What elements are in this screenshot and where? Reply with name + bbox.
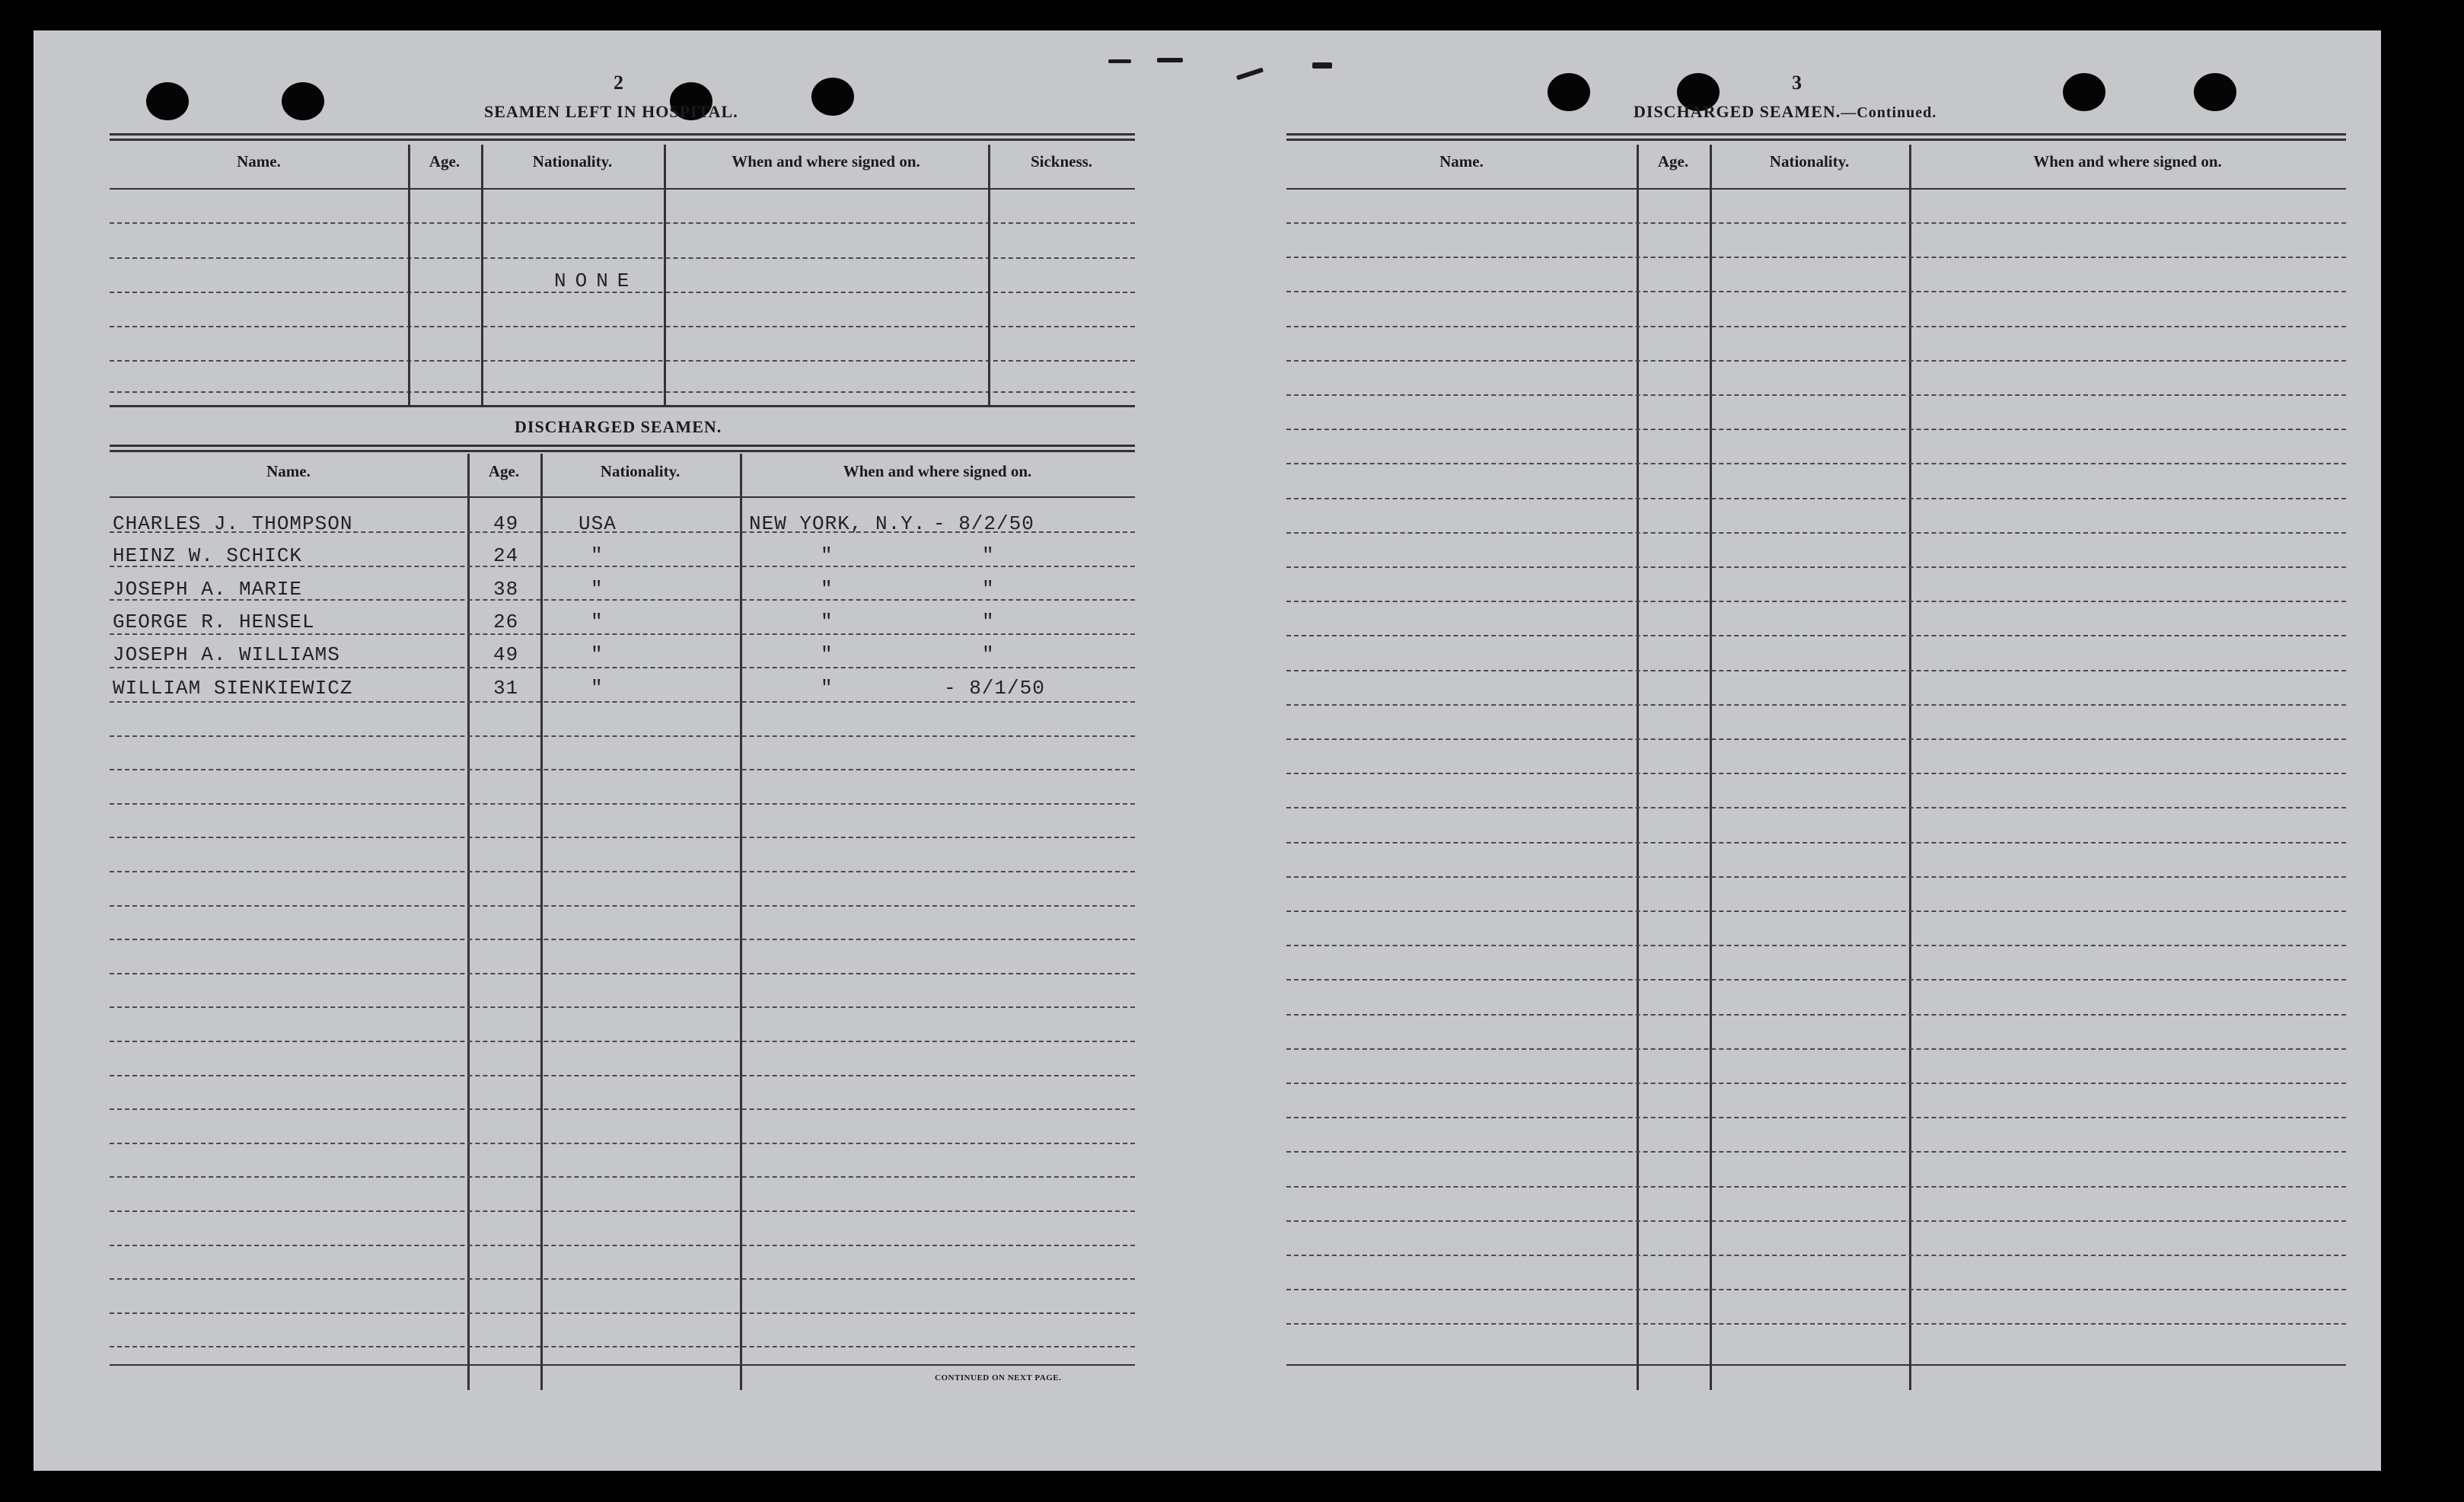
row-line xyxy=(110,1075,1135,1076)
seaman-name: JOSEPH A. MARIE xyxy=(113,578,303,601)
rule xyxy=(110,1364,1135,1366)
seaman-signed-place: " xyxy=(821,611,834,633)
column-divider xyxy=(740,454,742,1390)
row-line xyxy=(1286,1083,2346,1084)
row-line xyxy=(110,667,1135,668)
row-line xyxy=(1286,222,2346,224)
seaman-nationality: " xyxy=(591,578,604,601)
row-line xyxy=(110,1210,1135,1212)
discharged-col-nationality: Nationality. xyxy=(600,462,681,480)
row-line xyxy=(110,973,1135,974)
row-line xyxy=(110,1143,1135,1144)
seaman-name: WILLIAM SIENKIEWICZ xyxy=(113,677,353,700)
ink-smudge xyxy=(1312,62,1332,69)
seaman-signed-date: - 8/1/50 xyxy=(944,677,1045,700)
row-line xyxy=(1286,842,2346,843)
row-line xyxy=(1286,291,2346,292)
hospital-col-signed-on: When and where signed on. xyxy=(732,152,920,171)
right-section-title xyxy=(1634,102,1936,122)
row-line xyxy=(1286,1014,2346,1016)
row-line xyxy=(110,735,1135,737)
seaman-name: GEORGE R. HENSEL xyxy=(113,611,315,633)
row-line xyxy=(1286,1289,2346,1290)
ink-smudge xyxy=(1236,68,1264,81)
row-line xyxy=(1286,1255,2346,1256)
column-divider xyxy=(1710,145,1712,1390)
punch-hole xyxy=(282,82,324,120)
row-line xyxy=(1286,360,2346,362)
rule xyxy=(110,405,1135,407)
row-line xyxy=(1286,1048,2346,1050)
row-line xyxy=(1286,498,2346,499)
seaman-nationality: USA xyxy=(579,512,617,535)
row-line xyxy=(1286,704,2346,706)
rule xyxy=(110,133,1135,136)
row-line xyxy=(1286,635,2346,636)
seaman-signed-place: NEW YORK, N.Y. xyxy=(749,512,926,535)
hospital-col-sickness: Sickness. xyxy=(1030,152,1093,171)
row-line xyxy=(110,391,1135,393)
continued-note: CONTINUED ON NEXT PAGE. xyxy=(935,1373,1062,1382)
row-line xyxy=(110,1245,1135,1246)
seaman-age: 49 xyxy=(493,512,519,535)
seaman-name: HEINZ W. SCHICK xyxy=(113,544,303,567)
row-line xyxy=(110,1041,1135,1042)
row-line xyxy=(1286,876,2346,878)
row-line xyxy=(1286,1117,2346,1118)
seaman-signed-place: " xyxy=(821,677,834,700)
row-line xyxy=(1286,532,2346,534)
right-title-suffix: —Continued. xyxy=(1841,104,1937,121)
rule xyxy=(1286,1364,2346,1366)
punch-hole xyxy=(2063,73,2105,111)
seaman-signed-date: - 8/2/50 xyxy=(933,512,1034,535)
hospital-section-title: SEAMEN LEFT IN HOSPITAL. xyxy=(484,102,738,121)
right-col-nationality: Nationality. xyxy=(1769,152,1850,171)
rule xyxy=(110,445,1135,447)
row-line xyxy=(110,939,1135,940)
row-line xyxy=(110,1312,1135,1314)
column-divider xyxy=(540,454,543,1390)
seaman-age: 24 xyxy=(493,544,519,567)
punch-hole xyxy=(146,82,189,120)
right-col-age: Age. xyxy=(1657,152,1689,171)
hospital-col-age: Age. xyxy=(429,152,461,171)
punch-hole xyxy=(2194,73,2236,111)
row-line xyxy=(110,360,1135,362)
seaman-nationality: " xyxy=(591,677,604,700)
seaman-age: 38 xyxy=(493,578,519,601)
seaman-nationality: " xyxy=(591,544,604,567)
seaman-name: JOSEPH A. WILLIAMS xyxy=(113,643,340,666)
page-number-left: 2 xyxy=(614,72,623,94)
row-line xyxy=(1286,670,2346,671)
column-divider xyxy=(481,145,483,406)
row-line xyxy=(1286,601,2346,602)
row-line xyxy=(110,633,1135,635)
discharged-col-age: Age. xyxy=(488,462,520,480)
discharged-col-signed-on: When and where signed on. xyxy=(843,462,1032,480)
row-line xyxy=(1286,1220,2346,1222)
row-line xyxy=(110,1346,1135,1347)
rule xyxy=(110,188,1135,190)
row-line xyxy=(1286,1151,2346,1153)
seaman-signed-date: " xyxy=(982,611,995,633)
row-line xyxy=(1286,945,2346,946)
page-number-right: 3 xyxy=(1792,72,1802,94)
row-line xyxy=(110,222,1135,224)
right-col-signed-on: When and where signed on. xyxy=(2033,152,2222,171)
column-divider xyxy=(988,145,990,406)
row-line xyxy=(110,905,1135,907)
row-line xyxy=(1286,738,2346,740)
row-line xyxy=(110,803,1135,805)
row-line xyxy=(110,701,1135,703)
row-line xyxy=(110,837,1135,838)
row-line xyxy=(1286,1323,2346,1325)
rule xyxy=(1286,139,2346,141)
row-line xyxy=(110,1278,1135,1280)
seaman-signed-date: " xyxy=(982,643,995,666)
ink-smudge xyxy=(1108,59,1131,63)
row-line xyxy=(1286,566,2346,568)
rule xyxy=(110,139,1135,141)
seaman-nationality: " xyxy=(591,611,604,633)
ink-smudge xyxy=(1157,58,1183,62)
row-line xyxy=(1286,429,2346,430)
seaman-signed-date: " xyxy=(982,578,995,601)
row-line xyxy=(1286,807,2346,808)
rule xyxy=(110,450,1135,452)
seaman-age: 31 xyxy=(493,677,519,700)
rule xyxy=(110,496,1135,498)
hospital-none-entry: NONE xyxy=(554,269,639,292)
seaman-age: 26 xyxy=(493,611,519,633)
hospital-col-name: Name. xyxy=(237,152,281,171)
rule xyxy=(1286,188,2346,190)
row-line xyxy=(110,1108,1135,1110)
row-line xyxy=(1286,773,2346,774)
row-line xyxy=(110,1006,1135,1008)
column-divider xyxy=(1909,145,1911,1390)
row-line xyxy=(1286,463,2346,464)
column-divider xyxy=(408,145,410,406)
row-line xyxy=(1286,257,2346,258)
row-line xyxy=(1286,910,2346,912)
row-line xyxy=(1286,326,2346,327)
column-divider xyxy=(664,145,666,406)
punch-hole xyxy=(1548,73,1590,111)
row-line xyxy=(1286,394,2346,396)
punch-hole xyxy=(811,78,854,116)
row-line xyxy=(110,326,1135,327)
row-line xyxy=(1286,979,2346,981)
row-line xyxy=(110,257,1135,259)
column-divider xyxy=(1637,145,1639,1390)
row-line xyxy=(110,1176,1135,1178)
seaman-name: CHARLES J. THOMPSON xyxy=(113,512,353,535)
seaman-signed-place: " xyxy=(821,544,834,567)
row-line xyxy=(110,769,1135,770)
seaman-signed-place: " xyxy=(821,643,834,666)
right-col-name: Name. xyxy=(1439,152,1484,171)
seaman-age: 49 xyxy=(493,643,519,666)
seaman-signed-date: " xyxy=(982,544,995,567)
row-line xyxy=(1286,1186,2346,1188)
document-sheet xyxy=(33,30,2381,1471)
discharged-section-title: DISCHARGED SEAMEN. xyxy=(515,417,722,436)
seaman-signed-place: " xyxy=(821,578,834,601)
column-divider xyxy=(467,454,470,1390)
discharged-col-name: Name. xyxy=(266,462,311,480)
right-title-main: DISCHARGED SEAMEN. xyxy=(1634,102,1841,121)
row-line xyxy=(110,871,1135,872)
seaman-nationality: " xyxy=(591,643,604,666)
rule xyxy=(1286,133,2346,136)
hospital-col-nationality: Nationality. xyxy=(532,152,613,171)
